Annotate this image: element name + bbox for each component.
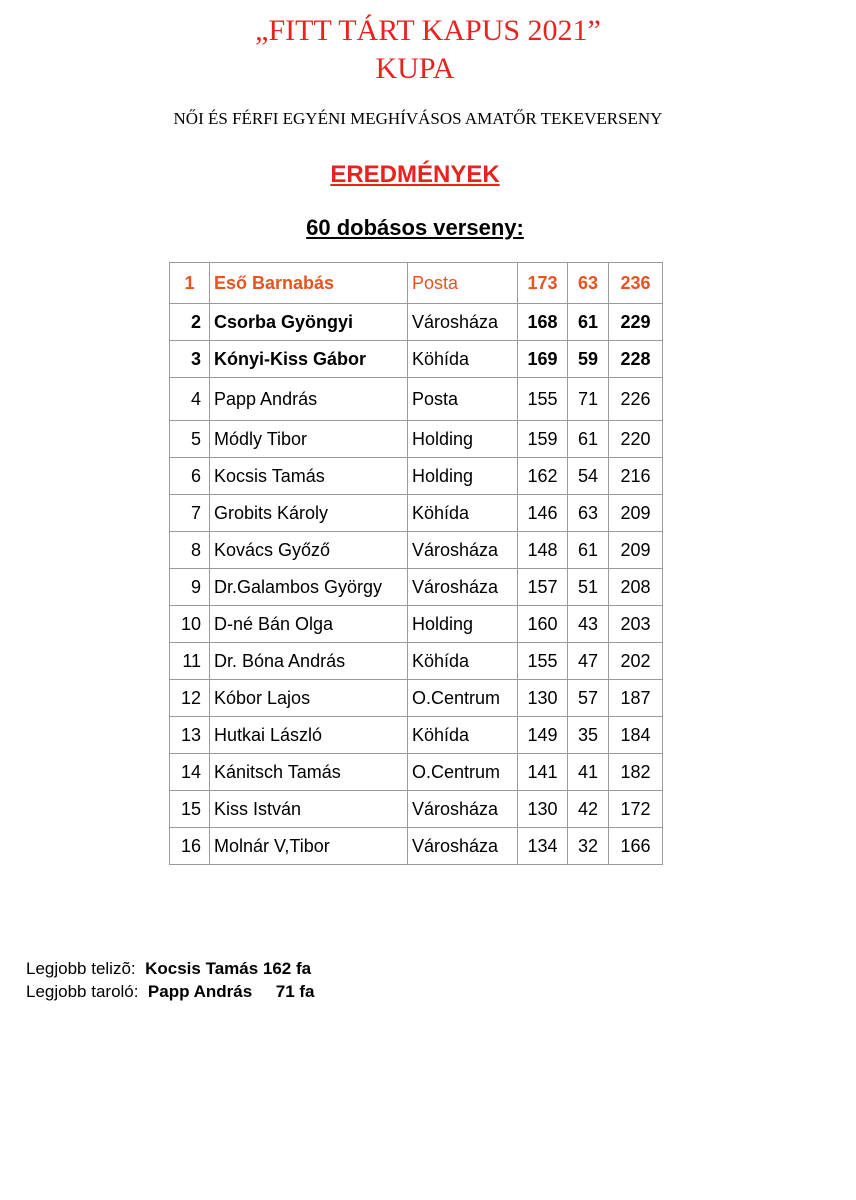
name-cell: Hutkai László <box>210 717 408 754</box>
team-cell: Posta <box>408 263 518 304</box>
rank-cell: 8 <box>170 532 210 569</box>
name-cell: Kovács Győző <box>210 532 408 569</box>
clear-score-cell: 42 <box>568 791 609 828</box>
clear-score-cell: 43 <box>568 606 609 643</box>
total-score-cell: 229 <box>609 304 663 341</box>
total-score-cell: 172 <box>609 791 663 828</box>
full-score-cell: 130 <box>518 791 568 828</box>
table-row <box>170 754 663 791</box>
team-cell: Holding <box>408 458 518 495</box>
team-cell: Posta <box>408 378 518 421</box>
table-row <box>170 569 663 606</box>
team-cell: Holding <box>408 421 518 458</box>
total-score-cell: 184 <box>609 717 663 754</box>
best-full-value: Kocsis Tamás 162 fa <box>145 959 312 978</box>
total-score-cell: 209 <box>609 495 663 532</box>
name-cell: Eső Barnabás <box>210 263 408 304</box>
clear-score-cell: 61 <box>568 532 609 569</box>
clear-score-cell: 63 <box>568 495 609 532</box>
name-cell: Kóbor Lajos <box>210 680 408 717</box>
results-table <box>169 262 663 865</box>
total-score-cell: 187 <box>609 680 663 717</box>
full-score-cell: 130 <box>518 680 568 717</box>
total-score-cell: 208 <box>609 569 663 606</box>
best-full-label: Legjobb telizõ: <box>26 959 146 978</box>
team-cell: Városháza <box>408 828 518 865</box>
title-line-1: „FITT TÁRT KAPUS 2021” <box>255 14 601 47</box>
team-cell: Városháza <box>408 569 518 606</box>
name-cell: Kocsis Tamás <box>210 458 408 495</box>
name-cell: Csorba Gyöngyi <box>210 304 408 341</box>
best-clear-line <box>26 981 315 1002</box>
team-cell: Holding <box>408 606 518 643</box>
name-cell: Kánitsch Tamás <box>210 754 408 791</box>
clear-score-cell: 54 <box>568 458 609 495</box>
team-cell: Városháza <box>408 304 518 341</box>
total-score-cell: 226 <box>609 378 663 421</box>
clear-score-cell: 51 <box>568 569 609 606</box>
full-score-cell: 141 <box>518 754 568 791</box>
clear-score-cell: 41 <box>568 754 609 791</box>
subtitle: NŐI ÉS FÉRFI EGYÉNI MEGHÍVÁSOS AMATŐR TEKEVERSENY <box>173 109 663 128</box>
total-score-cell: 166 <box>609 828 663 865</box>
table-row <box>170 341 663 378</box>
full-score-cell: 148 <box>518 532 568 569</box>
clear-score-cell: 71 <box>568 378 609 421</box>
title-line-2: KUPA <box>375 52 455 85</box>
rank-cell: 10 <box>170 606 210 643</box>
competition-subheading: 60 dobásos verseny: <box>306 215 524 240</box>
clear-score-cell: 35 <box>568 717 609 754</box>
total-score-cell: 228 <box>609 341 663 378</box>
full-score-cell: 162 <box>518 458 568 495</box>
table-row <box>170 532 663 569</box>
rank-cell: 6 <box>170 458 210 495</box>
team-cell: Köhída <box>408 643 518 680</box>
team-cell: O.Centrum <box>408 680 518 717</box>
full-score-cell: 146 <box>518 495 568 532</box>
clear-score-cell: 61 <box>568 421 609 458</box>
total-score-cell: 209 <box>609 532 663 569</box>
team-cell: Köhída <box>408 495 518 532</box>
name-cell: D-né Bán Olga <box>210 606 408 643</box>
table-row <box>170 458 663 495</box>
full-score-cell: 160 <box>518 606 568 643</box>
total-score-cell: 203 <box>609 606 663 643</box>
full-score-cell: 149 <box>518 717 568 754</box>
table-row <box>170 304 663 341</box>
name-cell: Kónyi-Kiss Gábor <box>210 341 408 378</box>
full-score-cell: 155 <box>518 643 568 680</box>
table-row <box>170 263 663 304</box>
name-cell: Kiss István <box>210 791 408 828</box>
full-score-cell: 155 <box>518 378 568 421</box>
name-cell: Módly Tibor <box>210 421 408 458</box>
rank-cell: 7 <box>170 495 210 532</box>
clear-score-cell: 47 <box>568 643 609 680</box>
total-score-cell: 216 <box>609 458 663 495</box>
table-row <box>170 828 663 865</box>
table-row <box>170 495 663 532</box>
table-row <box>170 643 663 680</box>
full-score-cell: 157 <box>518 569 568 606</box>
team-cell: Városháza <box>408 532 518 569</box>
rank-cell: 11 <box>170 643 210 680</box>
team-cell: Köhída <box>408 717 518 754</box>
table-row <box>170 717 663 754</box>
full-score-cell: 169 <box>518 341 568 378</box>
full-score-cell: 159 <box>518 421 568 458</box>
clear-score-cell: 32 <box>568 828 609 865</box>
table-row <box>170 421 663 458</box>
name-cell: Molnár V,Tibor <box>210 828 408 865</box>
rank-cell: 12 <box>170 680 210 717</box>
full-score-cell: 134 <box>518 828 568 865</box>
name-cell: Dr. Bóna András <box>210 643 408 680</box>
best-full-line <box>26 958 311 979</box>
clear-score-cell: 61 <box>568 304 609 341</box>
team-cell: O.Centrum <box>408 754 518 791</box>
rank-cell: 16 <box>170 828 210 865</box>
rank-cell: 3 <box>170 341 210 378</box>
table-row <box>170 606 663 643</box>
table-row <box>170 378 663 421</box>
rank-cell: 13 <box>170 717 210 754</box>
total-score-cell: 202 <box>609 643 663 680</box>
total-score-cell: 220 <box>609 421 663 458</box>
rank-cell: 4 <box>170 378 210 421</box>
table-row <box>170 680 663 717</box>
total-score-cell: 182 <box>609 754 663 791</box>
rank-cell: 5 <box>170 421 210 458</box>
full-score-cell: 168 <box>518 304 568 341</box>
full-score-cell: 173 <box>518 263 568 304</box>
total-score-cell: 236 <box>609 263 663 304</box>
name-cell: Papp András <box>210 378 408 421</box>
clear-score-cell: 57 <box>568 680 609 717</box>
best-clear-label: Legjobb taroló: <box>26 982 148 1001</box>
team-cell: Városháza <box>408 791 518 828</box>
rank-cell: 15 <box>170 791 210 828</box>
name-cell: Dr.Galambos György <box>210 569 408 606</box>
rank-cell: 9 <box>170 569 210 606</box>
rank-cell: 1 <box>170 263 210 304</box>
name-cell: Grobits Károly <box>210 495 408 532</box>
rank-cell: 2 <box>170 304 210 341</box>
table-row <box>170 791 663 828</box>
clear-score-cell: 59 <box>568 341 609 378</box>
clear-score-cell: 63 <box>568 263 609 304</box>
best-clear-value: Papp András 71 fa <box>147 982 315 1001</box>
results-heading: EREDMÉNYEK <box>330 161 500 188</box>
rank-cell: 14 <box>170 754 210 791</box>
team-cell: Köhída <box>408 341 518 378</box>
